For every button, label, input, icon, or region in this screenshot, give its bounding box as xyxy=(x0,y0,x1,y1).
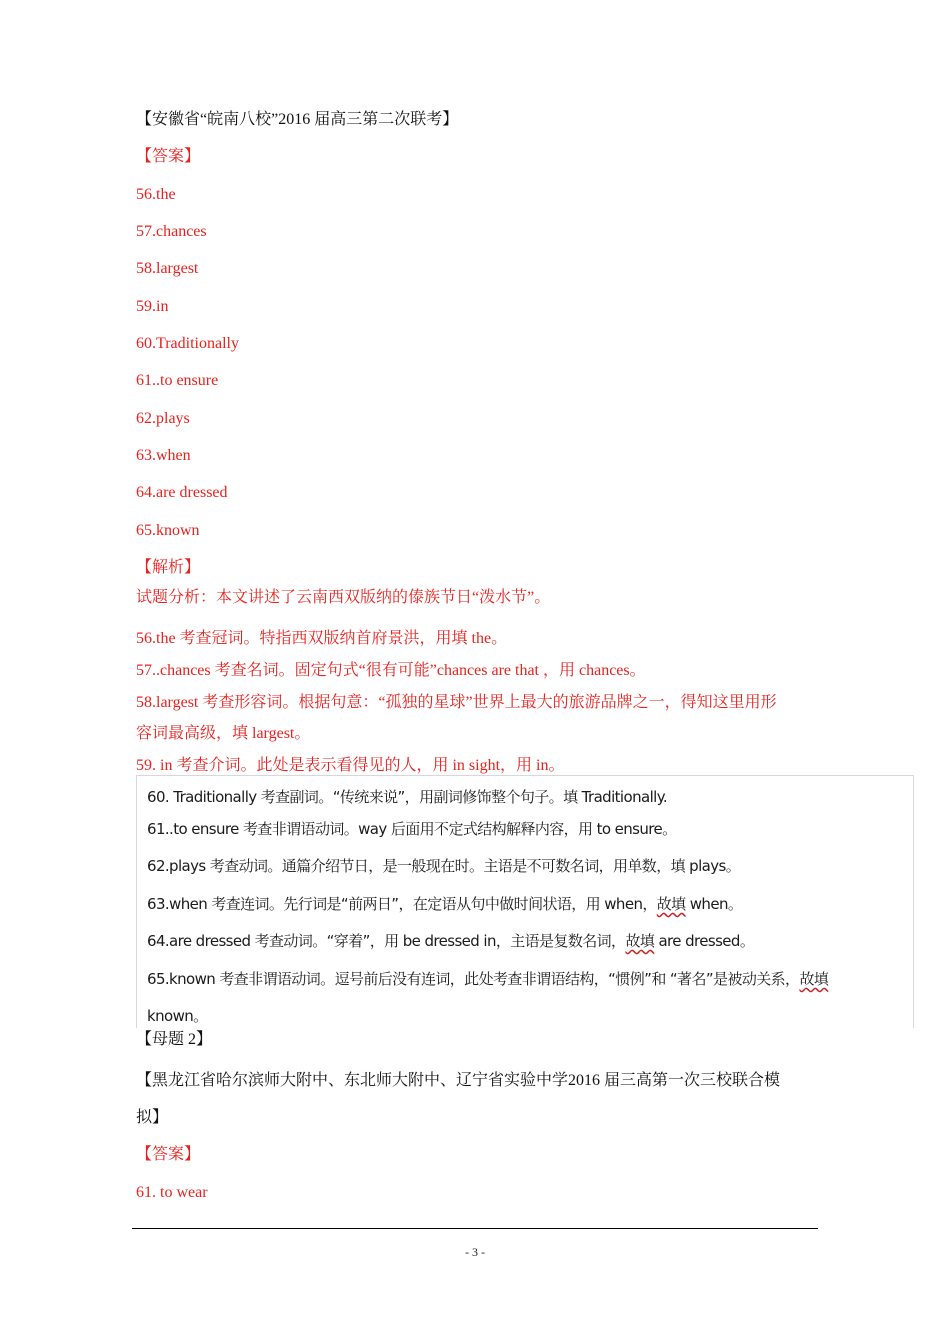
wavy-underlined-text: 故填 xyxy=(625,932,655,950)
source-heading-2-cont: 拟】 xyxy=(136,1109,169,1126)
scan-line xyxy=(147,931,754,951)
source-heading-2: 【黑龙江省哈尔滨师大附中、东北师大附中、辽宁省实验中学2016 届三高第一次三校联合模 xyxy=(136,1072,781,1089)
scan-line-text: 63.when 考查连词。先行词是“前两日”，在定语从句中做时间状语，用 when， xyxy=(147,895,657,913)
scan-line-text: 61..to ensure 考查非谓语动词。way 后面用不定式结构解释内容，用 to ensure。 xyxy=(147,820,677,838)
scan-line-text: 60. Traditionally 考查副词。“传统来说”，用副词修饰整个句子。填 Traditionally. xyxy=(147,788,668,806)
scan-line-text: known。 xyxy=(147,1007,208,1025)
section-title: 【母题 2】 xyxy=(136,1031,213,1048)
scan-line xyxy=(147,1006,208,1026)
footer-rule xyxy=(132,1228,818,1229)
answer-label: 【答案】 xyxy=(136,1146,201,1163)
page-number: - 3 - xyxy=(465,1245,485,1259)
wavy-underlined-text: 故填 xyxy=(656,895,686,913)
answer-item: 63.when xyxy=(136,447,191,464)
source-heading-1: 【安徽省“皖南八校”2016 届高三第二次联考】 xyxy=(136,111,459,128)
scan-line-text: 64.are dressed 考查动词。“穿着”，用 be dressed in，主语是复数名词， xyxy=(147,932,626,950)
answer-item: 61. to wear xyxy=(136,1184,208,1201)
answer-item: 56.the xyxy=(136,186,176,203)
scan-line-text: when。 xyxy=(685,895,743,913)
answer-item: 59.in xyxy=(136,298,169,315)
explanation-line: 58.largest 考查形容词。根据句意：“孤独的星球”世界上最大的旅游品牌之一，得知这里用形 xyxy=(136,694,777,711)
answer-item: 58.largest xyxy=(136,260,199,277)
explanation-line: 容词最高级，填 largest。 xyxy=(136,725,311,742)
scan-line-text: 65.known 考查非谓语动词。逗号前后没有连词，此处考查非谓语结构，“惯例”和 “著名”是被动关系， xyxy=(147,970,800,988)
analysis-label: 【解析】 xyxy=(136,559,201,576)
answer-item: 57.chances xyxy=(136,223,207,240)
scanned-explanation-box xyxy=(136,775,914,1028)
wavy-underlined-text: 故填 xyxy=(799,970,829,988)
explanation-line: 57..chances 考查名词。固定句式“很有可能”chances are that ，用 chances。 xyxy=(136,662,646,679)
scan-line xyxy=(147,969,828,989)
answer-item: 64.are dressed xyxy=(136,484,228,501)
scan-line-text: 62.plays 考查动词。通篇介绍节日，是一般现在时。主语是不可数名词，用单数，填 plays。 xyxy=(147,857,741,875)
answer-item: 60.Traditionally xyxy=(136,335,239,352)
scan-line xyxy=(147,787,667,807)
scan-line xyxy=(147,856,740,876)
answer-label: 【答案】 xyxy=(136,148,201,165)
answer-item: 65.known xyxy=(136,522,200,539)
scan-line xyxy=(147,894,742,914)
analysis-intro: 试题分析：本文讲述了云南西双版纳的傣族节日“泼水节”。 xyxy=(136,589,551,606)
answer-item: 62.plays xyxy=(136,410,190,427)
explanation-line: 59. in 考查介词。此处是表示看得见的人，用 in sight，用 in。 xyxy=(136,757,565,774)
answer-item: 61..to ensure xyxy=(136,372,219,389)
explanation-line: 56.the 考查冠词。特指西双版纳首府景洪，用填 the。 xyxy=(136,630,508,647)
scan-line xyxy=(147,819,677,839)
scan-line-text: are dressed。 xyxy=(654,932,755,950)
